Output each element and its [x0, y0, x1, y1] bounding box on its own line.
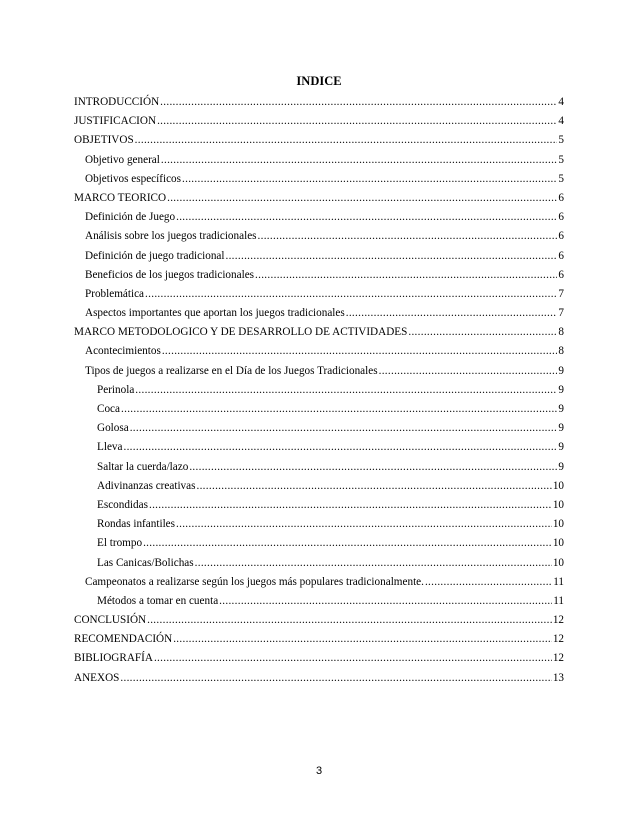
toc-entry-page: 6	[558, 268, 564, 281]
page-number: 3	[315, 765, 323, 777]
toc-entry-label: Adivinanzas creativas	[97, 479, 196, 492]
toc-entry-page: 5	[558, 153, 564, 166]
toc-dot-leader	[255, 268, 557, 282]
toc-dot-leader	[189, 460, 557, 474]
toc-entry-page: 5	[558, 134, 564, 147]
toc-entry-label: CONCLUSIÓN	[74, 614, 147, 627]
toc-entry[interactable]	[74, 153, 564, 172]
toc-entry-label: El trompo	[97, 537, 143, 550]
toc-entry-label: Escondidas	[97, 498, 148, 511]
toc-entry[interactable]	[74, 671, 564, 690]
toc-entry[interactable]	[74, 191, 564, 210]
toc-entry[interactable]	[74, 268, 564, 287]
toc-entry-page: 9	[558, 383, 564, 396]
toc-entry-page: 12	[552, 633, 564, 646]
toc-dot-leader	[408, 325, 557, 339]
toc-entry-label: JUSTIFICACION	[74, 115, 157, 128]
toc-entry-label: MARCO TEORICO	[74, 191, 167, 204]
toc-entry[interactable]	[74, 133, 564, 152]
toc-entry-label: Saltar la cuerda/lazo	[97, 460, 189, 473]
toc-dot-leader	[182, 172, 557, 186]
toc-dot-leader	[258, 229, 558, 243]
toc-dot-leader	[135, 133, 558, 147]
toc-dot-leader	[176, 210, 557, 224]
toc-entry-page: 10	[552, 518, 564, 531]
toc-entry-page: 10	[552, 556, 564, 569]
table-of-contents	[74, 95, 564, 690]
toc-entry-label: BIBLIOGRAFÍA	[74, 652, 153, 665]
toc-entry[interactable]	[74, 402, 564, 421]
toc-entry[interactable]	[74, 172, 564, 191]
toc-entry-page: 9	[558, 422, 564, 435]
toc-entry-page: 6	[558, 230, 564, 243]
toc-dot-leader	[147, 613, 552, 627]
toc-entry-label: MARCO METODOLOGICO Y DE DESARROLLO DE ACTIVIDADES	[74, 326, 408, 339]
toc-dot-leader	[161, 153, 558, 167]
toc-entry-page: 7	[558, 287, 564, 300]
toc-entry[interactable]	[74, 575, 564, 594]
toc-dot-leader	[160, 95, 557, 109]
toc-entry[interactable]	[74, 287, 564, 306]
toc-entry[interactable]	[74, 114, 564, 133]
toc-entry[interactable]	[74, 229, 564, 248]
toc-entry[interactable]	[74, 210, 564, 229]
toc-entry[interactable]	[74, 440, 564, 459]
toc-entry-page: 6	[558, 191, 564, 204]
toc-entry[interactable]	[74, 344, 564, 363]
toc-entry[interactable]	[74, 249, 564, 268]
toc-entry[interactable]	[74, 536, 564, 555]
toc-entry[interactable]	[74, 364, 564, 383]
toc-entry-page: 6	[558, 211, 564, 224]
toc-dot-leader	[135, 383, 557, 397]
toc-dot-leader	[176, 517, 552, 531]
toc-entry-label: Perinola	[97, 383, 135, 396]
toc-entry-label: Rondas infantiles	[97, 518, 175, 531]
toc-entry-label: INTRODUCCIÓN	[74, 96, 160, 108]
toc-entry[interactable]	[74, 325, 564, 344]
toc-entry[interactable]	[74, 632, 564, 651]
toc-dot-leader	[195, 556, 552, 570]
toc-entry-page: 4	[558, 96, 564, 108]
toc-entry-label: Definición de Juego	[85, 211, 176, 224]
toc-entry-page: 12	[552, 614, 564, 627]
toc-dot-leader	[219, 594, 552, 608]
toc-entry-label: Definición de juego tradicional	[85, 249, 225, 262]
toc-entry-label: Golosa	[97, 422, 129, 435]
toc-dot-leader	[162, 344, 558, 358]
toc-entry[interactable]	[74, 613, 564, 632]
toc-entry-label: Objetivos específicos	[85, 172, 182, 185]
toc-entry[interactable]	[74, 479, 564, 498]
toc-entry-page: 10	[552, 537, 564, 550]
toc-entry-page: 10	[552, 479, 564, 492]
toc-entry-page: 9	[558, 460, 564, 473]
toc-entry-label: ANEXOS	[74, 671, 120, 684]
toc-dot-leader	[346, 306, 558, 320]
toc-entry-page: 8	[558, 326, 564, 339]
page-title: INDICE	[296, 74, 342, 88]
toc-entry-label: Aspectos importantes que aportan los juegos tradicionales	[85, 307, 345, 320]
toc-entry[interactable]	[74, 651, 564, 670]
toc-entry-label: Problemática	[85, 287, 145, 300]
toc-entry-label: Las Canicas/Bolichas	[97, 556, 194, 569]
toc-entry[interactable]	[74, 95, 564, 114]
toc-dot-leader	[173, 632, 552, 646]
toc-dot-leader	[196, 479, 551, 493]
toc-dot-leader	[425, 575, 552, 589]
toc-entry[interactable]	[74, 383, 564, 402]
toc-entry-label: RECOMENDACIÓN	[74, 633, 173, 646]
toc-entry-page: 8	[558, 345, 564, 358]
toc-dot-leader	[121, 402, 557, 416]
toc-dot-leader	[123, 440, 557, 454]
toc-entry-label: Métodos a tomar en cuenta	[97, 594, 219, 607]
toc-entry-page: 11	[553, 575, 564, 588]
toc-entry[interactable]	[74, 306, 564, 325]
toc-entry-label: Acontecimientos	[85, 345, 161, 358]
toc-entry-page: 10	[552, 498, 564, 511]
toc-dot-leader	[167, 191, 557, 205]
toc-entry-label: Objetivo general	[85, 153, 160, 166]
toc-entry-page: 12	[552, 652, 564, 665]
toc-entry-label: OBJETIVOS	[74, 134, 134, 147]
toc-entry-page: 13	[552, 671, 564, 684]
toc-entry-label: Lleva	[97, 441, 123, 454]
toc-dot-leader	[157, 114, 557, 128]
toc-entry[interactable]	[74, 460, 564, 479]
toc-entry[interactable]	[74, 556, 564, 575]
toc-entry[interactable]	[74, 594, 564, 613]
toc-entry-page: 9	[558, 441, 564, 454]
toc-entry-page: 6	[558, 249, 564, 262]
toc-entry[interactable]	[74, 498, 564, 517]
toc-dot-leader	[225, 249, 557, 263]
toc-entry-page: 7	[558, 307, 564, 320]
toc-dot-leader	[143, 536, 552, 550]
toc-entry-page: 9	[558, 364, 564, 377]
toc-entry-label: Coca	[97, 403, 120, 415]
toc-entry-label: Beneficios de los juegos tradicionales	[85, 268, 255, 281]
toc-dot-leader	[145, 287, 557, 301]
toc-entry-page: 9	[558, 403, 564, 415]
toc-entry[interactable]	[74, 517, 564, 536]
toc-dot-leader	[379, 364, 558, 378]
toc-entry-page: 4	[558, 115, 564, 128]
toc-dot-leader	[154, 651, 552, 665]
toc-entry-page: 11	[553, 594, 564, 607]
toc-entry-page: 5	[558, 172, 564, 185]
toc-dot-leader	[149, 498, 552, 512]
toc-dot-leader	[120, 671, 551, 685]
toc-entry[interactable]	[74, 421, 564, 440]
toc-dot-leader	[130, 421, 558, 435]
toc-entry-label: Análisis sobre los juegos tradicionales	[85, 230, 257, 243]
toc-entry-label: Tipos de juegos a realizarse en el Día de los Juegos Tradicionales	[85, 364, 378, 377]
toc-entry-label: Campeonatos a realizarse según los juegos más populares tradicionalmente.	[85, 575, 424, 588]
